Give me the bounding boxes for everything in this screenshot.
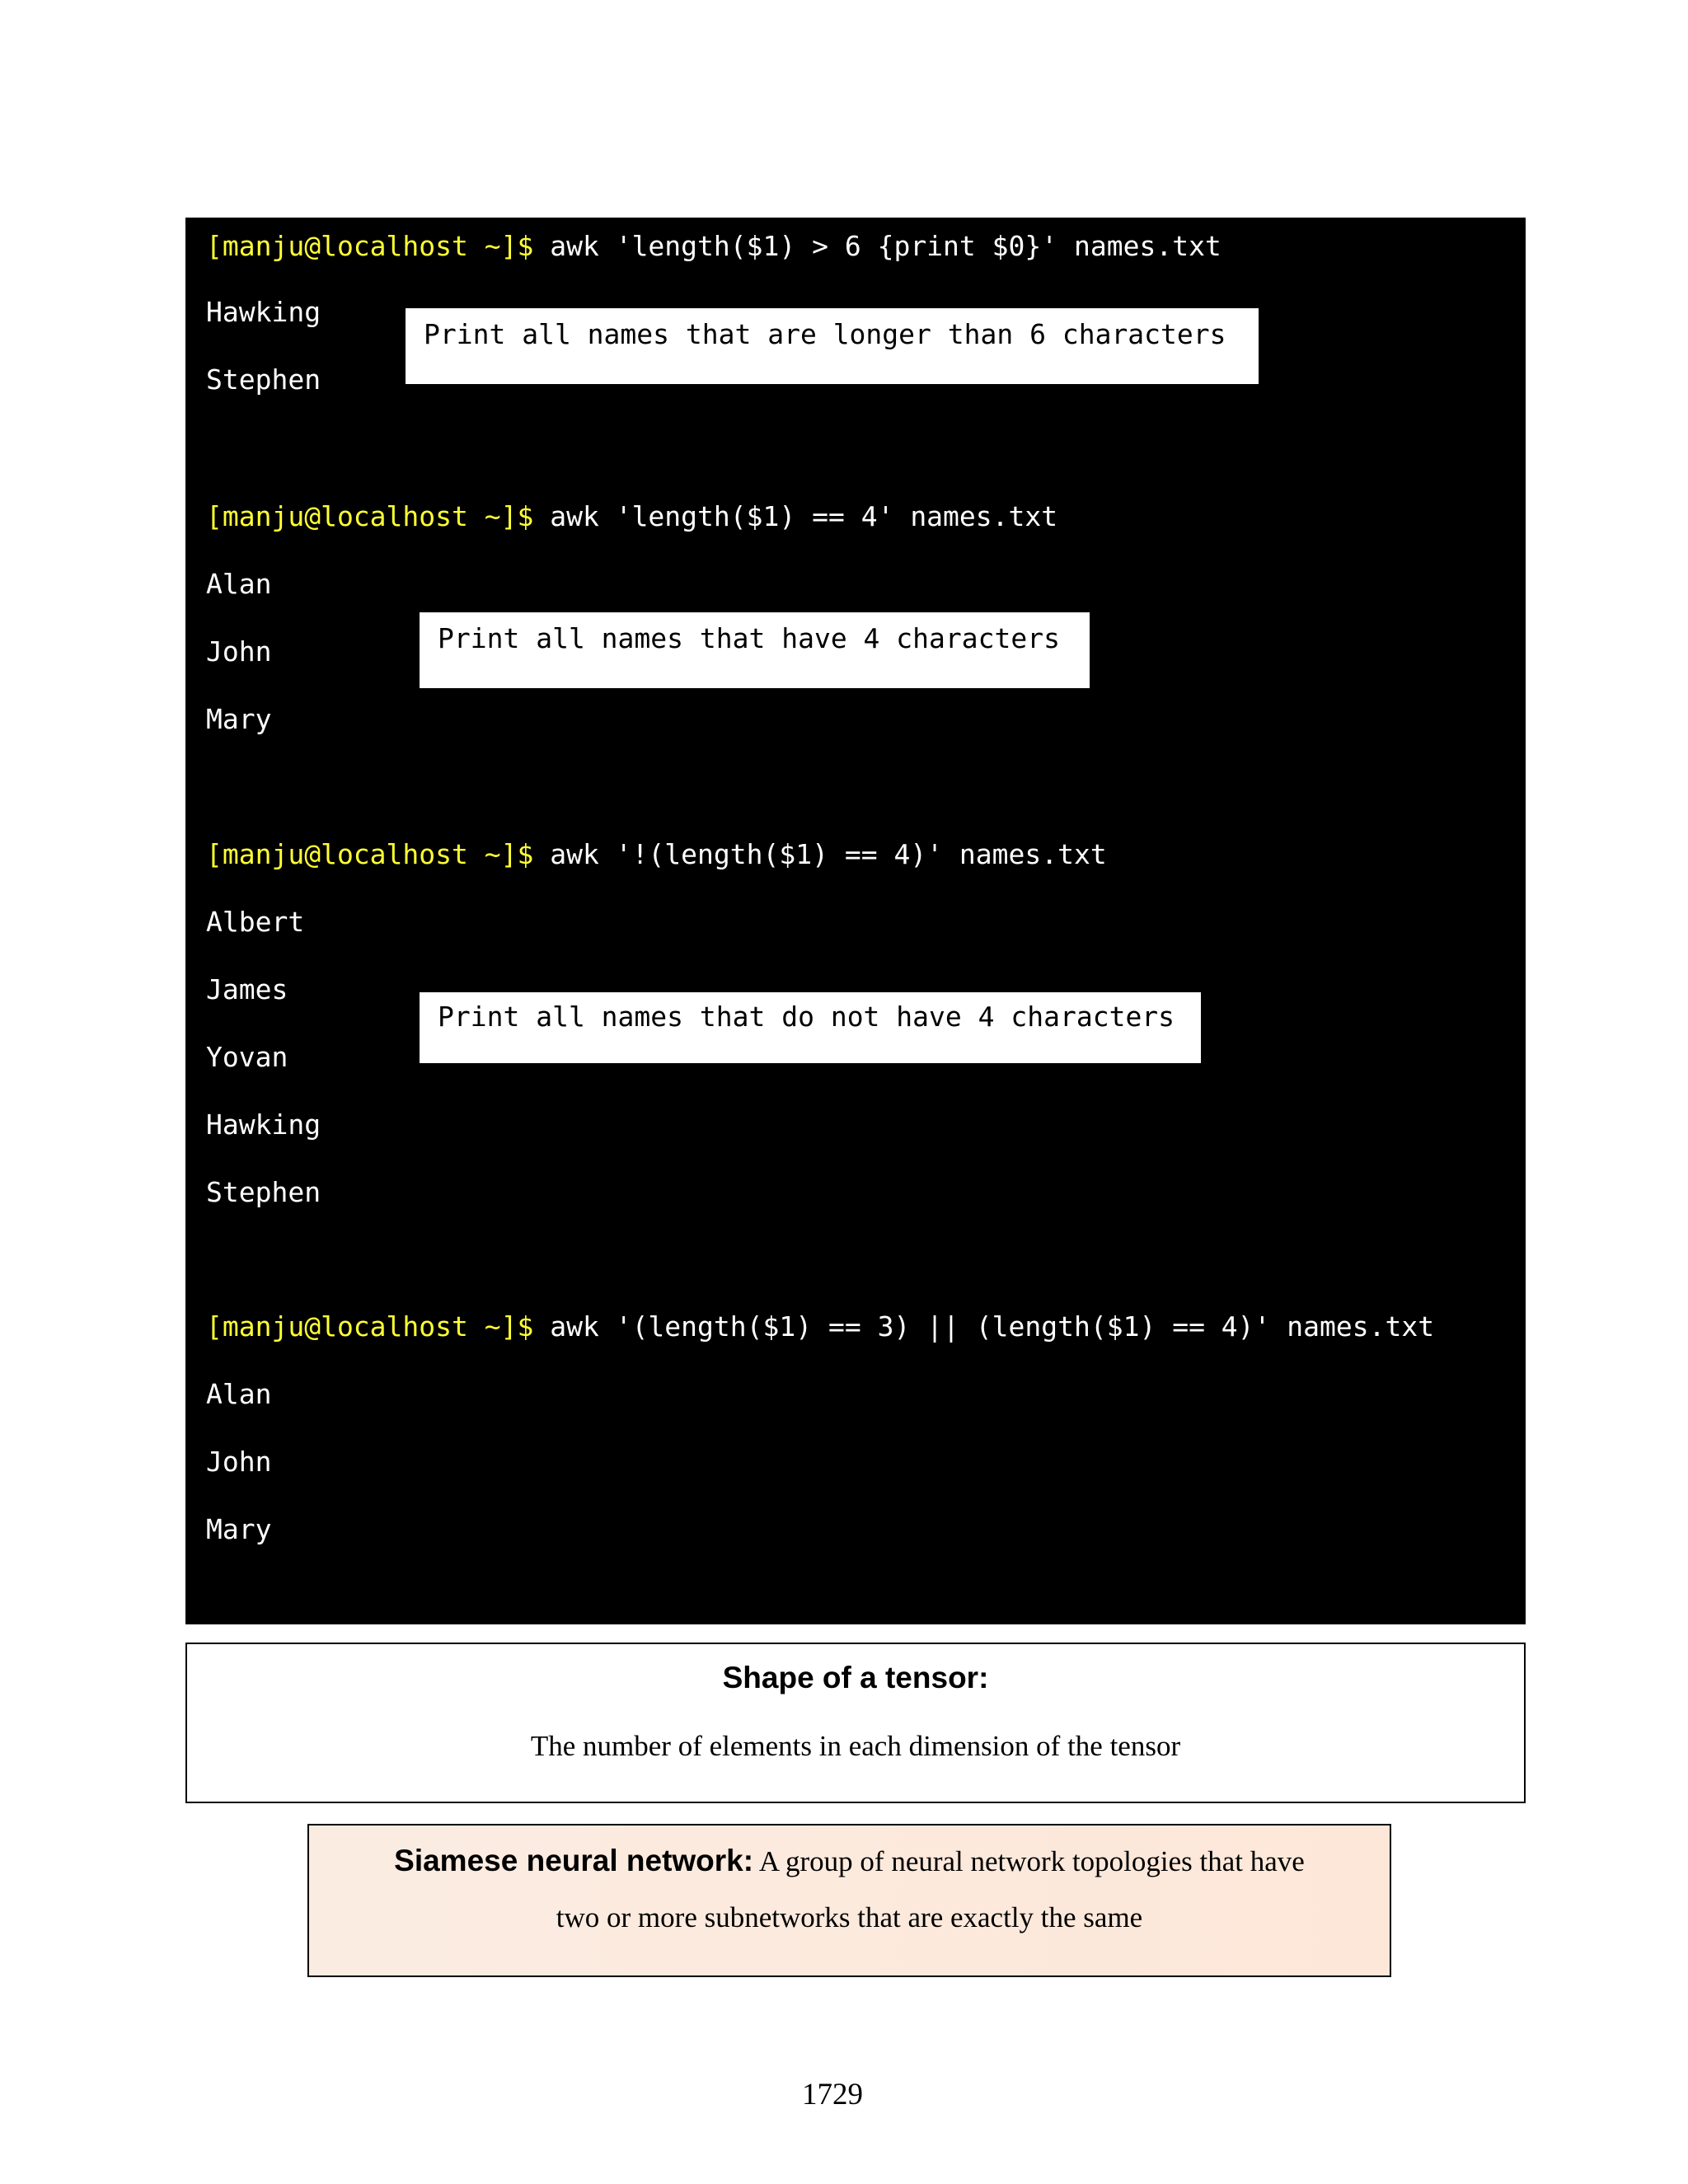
output-line: Hawking: [206, 1108, 321, 1141]
prompt: [manju@localhost ~]$: [206, 1310, 534, 1343]
definition-text: A group of neural network topologies that have: [753, 1845, 1305, 1877]
prompt: [manju@localhost ~]$: [206, 838, 534, 870]
command-line: [206, 838, 1107, 871]
command-line: [206, 230, 1221, 263]
output-line: Stephen: [206, 363, 321, 396]
output-line: Albert: [206, 906, 305, 938]
command-line: [206, 500, 1057, 533]
output-line: Stephen: [206, 1176, 321, 1208]
definition-text: The number of elements in each dimension of the tensor: [530, 1730, 1181, 1762]
definition-term: Siamese neural network:: [394, 1844, 754, 1877]
command-text: awk '(length($1) == 3) || (length($1) == 4)' names.txt: [533, 1310, 1435, 1343]
output-line: Alan: [206, 568, 272, 600]
definition-text: two or more subnetworks that are exactly the same: [556, 1901, 1143, 1933]
definition-title: Shape of a tensor:: [722, 1661, 989, 1694]
output-line: Hawking: [206, 296, 321, 328]
output-line: James: [206, 973, 288, 1005]
output-line: Yovan: [206, 1041, 288, 1073]
annotation-box: Print all names that are longer than 6 characters: [406, 308, 1259, 384]
annotation-box: Print all names that have 4 characters: [420, 612, 1090, 688]
prompt: [manju@localhost ~]$: [206, 230, 534, 262]
annotation-box: Print all names that do not have 4 characters: [420, 992, 1201, 1063]
output-line: John: [206, 635, 272, 668]
output-line: Mary: [206, 1513, 272, 1545]
page-number: 1729: [802, 2078, 863, 2111]
output-line: John: [206, 1446, 272, 1478]
terminal-window: [185, 218, 1526, 1624]
command-text: awk 'length($1) == 4' names.txt: [533, 500, 1058, 532]
definition-box-tensor: [185, 1643, 1526, 1803]
output-line: Alan: [206, 1378, 272, 1410]
definition-box-siamese: [307, 1824, 1391, 1977]
output-line: Mary: [206, 703, 272, 735]
prompt: [manju@localhost ~]$: [206, 500, 534, 532]
command-text: awk '!(length($1) == 4)' names.txt: [533, 838, 1107, 870]
command-line: [206, 1310, 1434, 1343]
command-text: awk 'length($1) > 6 {print $0}' names.txt: [533, 230, 1221, 262]
definition-line: [309, 1844, 1390, 1878]
